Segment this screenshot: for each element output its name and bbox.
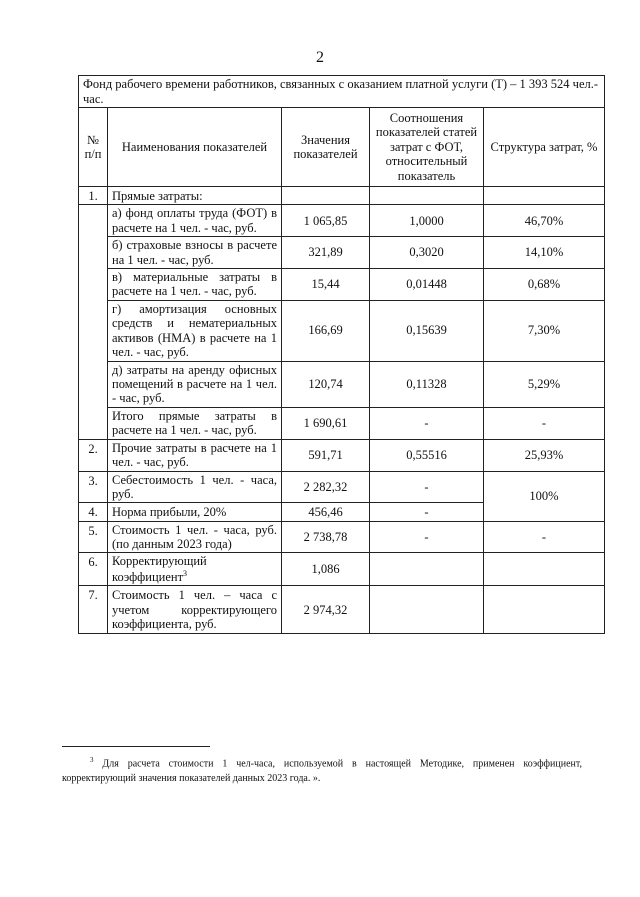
row-name: д) затраты на аренду офисных помещений в расчете на 1 чел. - час, руб. [108,361,282,407]
row-ratio: 0,55516 [370,439,484,471]
cost-table [78,75,605,634]
page-number: 2 [316,49,324,66]
row-share: 14,10% [484,237,605,269]
row-value: 15,44 [282,268,370,300]
row-name-text: Корректирующий коэффициент [112,554,207,584]
row-value: 2 282,32 [282,471,370,503]
empty-cell [484,586,605,634]
row-share: - [484,521,605,553]
row-ratio: 0,15639 [370,300,484,361]
row-name: г) амортизация основных средств и нематериальных активов (НМА) в расчете на 1 чел. - час, руб. [108,300,282,361]
row-ratio: - [370,503,484,521]
footnote-text: Для расчета стоимости 1 чел-часа, используемой в настоящей Методике, применен коэффициент, корректирующий значения показателей данных 2023 года. ». [62,758,582,785]
row-name: Норма прибыли, 20% [108,503,282,521]
table-title: Фонд рабочего времени работников, связанных с оказанием платной услуги (Т) – 1 393 524 чел.-час. [79,76,605,108]
row-num: 6. [79,553,108,586]
row-name: Прочие затраты в расчете на 1 чел. - час, руб. [108,439,282,471]
row-share: 0,68% [484,268,605,300]
header-ratio: Соотношения показателей статей затрат с ФОТ, относительный показатель [370,108,484,187]
row-name: а) фонд оплаты труда (ФОТ) в расчете на 1 чел. - час, руб. [108,205,282,237]
header-share: Структура затрат, % [484,108,605,187]
row-value: 2 738,78 [282,521,370,553]
row-num: 3. [79,471,108,503]
table-row [79,586,605,634]
row-ratio: 0,11328 [370,361,484,407]
row-value: 1,086 [282,553,370,586]
empty-cell [370,187,484,205]
row-num: 5. [79,521,108,553]
row-value: 1 065,85 [282,205,370,237]
footnote [62,755,582,786]
table-row [79,300,605,361]
header-row [79,108,605,187]
row-share: 5,29% [484,361,605,407]
row-name: б) страховые взносы в расчете на 1 чел. - час, руб. [108,237,282,269]
header-name: Наименования показателей [108,108,282,187]
row-share: - [484,407,605,439]
row-name: Прямые затраты: [108,187,282,205]
row-value: 2 974,32 [282,586,370,634]
empty-cell [79,205,108,439]
row-name: Себестоимость 1 чел. - часа, руб. [108,471,282,503]
table-row [79,361,605,407]
row-num: 1. [79,187,108,205]
row-ratio: - [370,521,484,553]
row-share: 25,93% [484,439,605,471]
empty-cell [484,553,605,586]
table-row [79,205,605,237]
row-num: 4. [79,503,108,521]
empty-cell [484,187,605,205]
footnote-ref: 3 [183,568,188,578]
table-row [79,553,605,586]
row-name: Итого прямые затраты в расчете на 1 чел. - час, руб. [108,407,282,439]
row-value: 321,89 [282,237,370,269]
table-row [79,439,605,471]
empty-cell [282,187,370,205]
table-row [79,521,605,553]
header-num: № п/п [79,108,108,187]
row-name: Стоимость 1 чел. – часа с учетом корректирующего коэффициента, руб. [108,586,282,634]
empty-cell [370,553,484,586]
empty-cell [370,586,484,634]
row-value: 166,69 [282,300,370,361]
table-row [79,237,605,269]
row-share: 100% [484,471,605,521]
row-num: 2. [79,439,108,471]
row-value: 1 690,61 [282,407,370,439]
table-row [79,268,605,300]
row-ratio: 0,01448 [370,268,484,300]
row-value: 456,46 [282,503,370,521]
row-share: 7,30% [484,300,605,361]
table-row [79,407,605,439]
row-ratio: - [370,471,484,503]
row-num: 7. [79,586,108,634]
row-ratio: - [370,407,484,439]
footnote-mark: 3 [90,756,94,764]
row-value: 120,74 [282,361,370,407]
row-ratio: 0,3020 [370,237,484,269]
header-value: Значения показателей [282,108,370,187]
row-share: 46,70% [484,205,605,237]
table-row [79,187,605,205]
table-row [79,471,605,503]
row-name: Стоимость 1 чел. - часа, руб. (по данным 2023 года) [108,521,282,553]
row-ratio: 1,0000 [370,205,484,237]
table-title-row [79,76,605,108]
row-name [108,553,282,586]
row-name: в) материальные затраты в расчете на 1 чел. - час, руб. [108,268,282,300]
row-value: 591,71 [282,439,370,471]
footnote-divider [62,746,210,747]
